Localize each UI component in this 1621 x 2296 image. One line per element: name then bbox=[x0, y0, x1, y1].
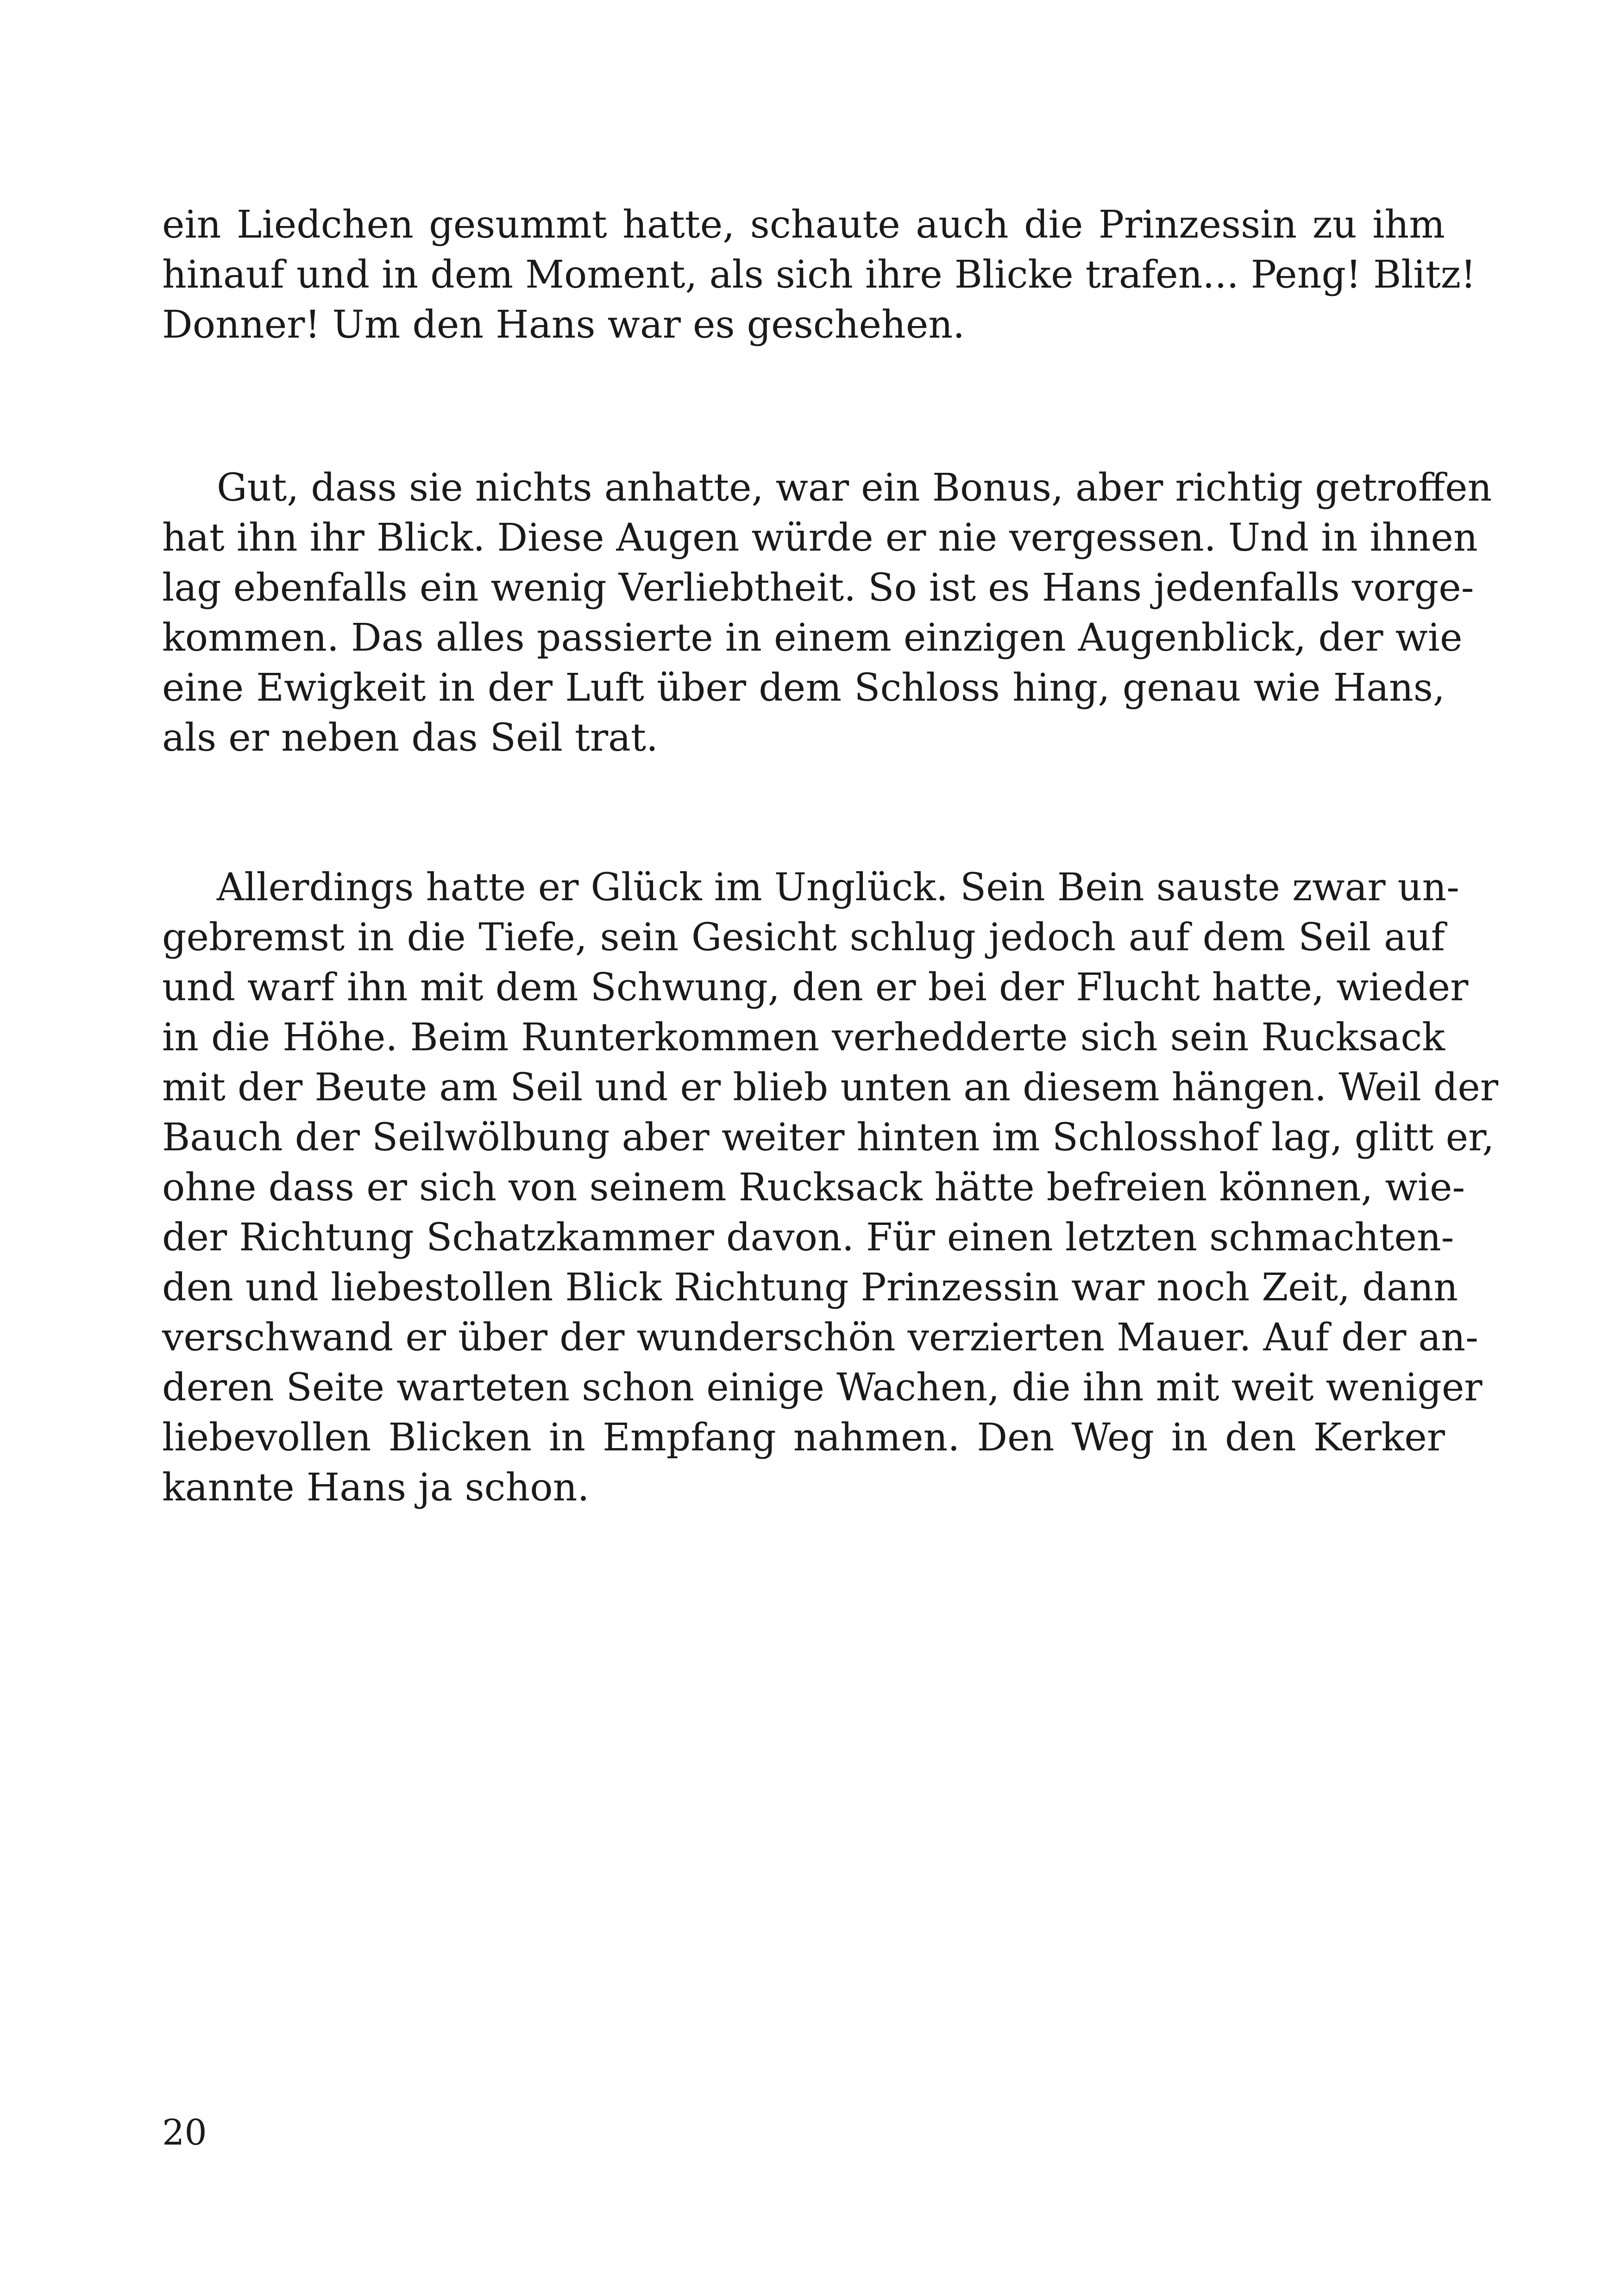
text-line: gebremst in die Tiefe, sein Gesicht schlug jedoch auf dem Seil auf bbox=[162, 916, 1445, 960]
text-line: Bauch der Seilwölbung aber weiter hinten im Schlosshof lag, glitt er, bbox=[162, 1116, 1495, 1160]
text-line: eine Ewigkeit in der Luft über dem Schloss hing, genau wie Hans, bbox=[162, 666, 1445, 710]
text-line: ohne dass er sich von seinem Rucksack hätte befreien können, wie- bbox=[162, 1166, 1465, 1210]
text-line: kannte Hans ja schon. bbox=[162, 1466, 590, 1510]
paragraph-1 bbox=[162, 200, 1476, 350]
text-line: in die Höhe. Beim Runterkommen verhedderte sich sein Rucksack bbox=[162, 1016, 1445, 1060]
text-line: liebevollen Blicken in Empfang nahmen. Den Weg in den Kerker bbox=[162, 1416, 1445, 1460]
text-line: ein Liedchen gesummt hatte, schaute auch die Prinzessin zu ihm bbox=[162, 203, 1445, 247]
page-number: 20 bbox=[162, 2112, 207, 2153]
paragraph-3 bbox=[162, 863, 1499, 1513]
text-line: hinauf und in dem Moment, als sich ihre Blicke trafen... Peng! Blitz! bbox=[162, 253, 1476, 297]
text-line: mit der Beute am Seil und er blieb unten an diesem hängen. Weil der bbox=[162, 1066, 1499, 1110]
text-line: den und liebestollen Blick Richtung Prinzessin war noch Zeit, dann bbox=[162, 1266, 1458, 1310]
text-line: Allerdings hatte er Glück im Unglück. Sein Bein sauste zwar un- bbox=[217, 866, 1459, 910]
text-line: deren Seite warteten schon einige Wachen, die ihn mit weit weniger bbox=[162, 1366, 1483, 1410]
text-line: und warf ihn mit dem Schwung, den er bei der Flucht hatte, wieder bbox=[162, 966, 1469, 1010]
text-line: Gut, dass sie nichts anhatte, war ein Bonus, aber richtig getroffen bbox=[217, 466, 1492, 510]
text-line: hat ihn ihr Blick. Diese Augen würde er nie vergessen. Und in ihnen bbox=[162, 516, 1478, 560]
paragraph-2 bbox=[162, 463, 1492, 763]
text-line: Donner! Um den Hans war es geschehen. bbox=[162, 303, 965, 347]
text-line: verschwand er über der wunderschön verzierten Mauer. Auf der an- bbox=[162, 1316, 1478, 1360]
text-line: kommen. Das alles passierte in einem einzigen Augenblick, der wie bbox=[162, 616, 1463, 660]
text-line: als er neben das Seil trat. bbox=[162, 716, 659, 760]
text-line: der Richtung Schatzkammer davon. Für einen letzten schmachten- bbox=[162, 1216, 1454, 1260]
text-line: lag ebenfalls ein wenig Verliebtheit. So ist es Hans jedenfalls vorge- bbox=[162, 566, 1474, 610]
